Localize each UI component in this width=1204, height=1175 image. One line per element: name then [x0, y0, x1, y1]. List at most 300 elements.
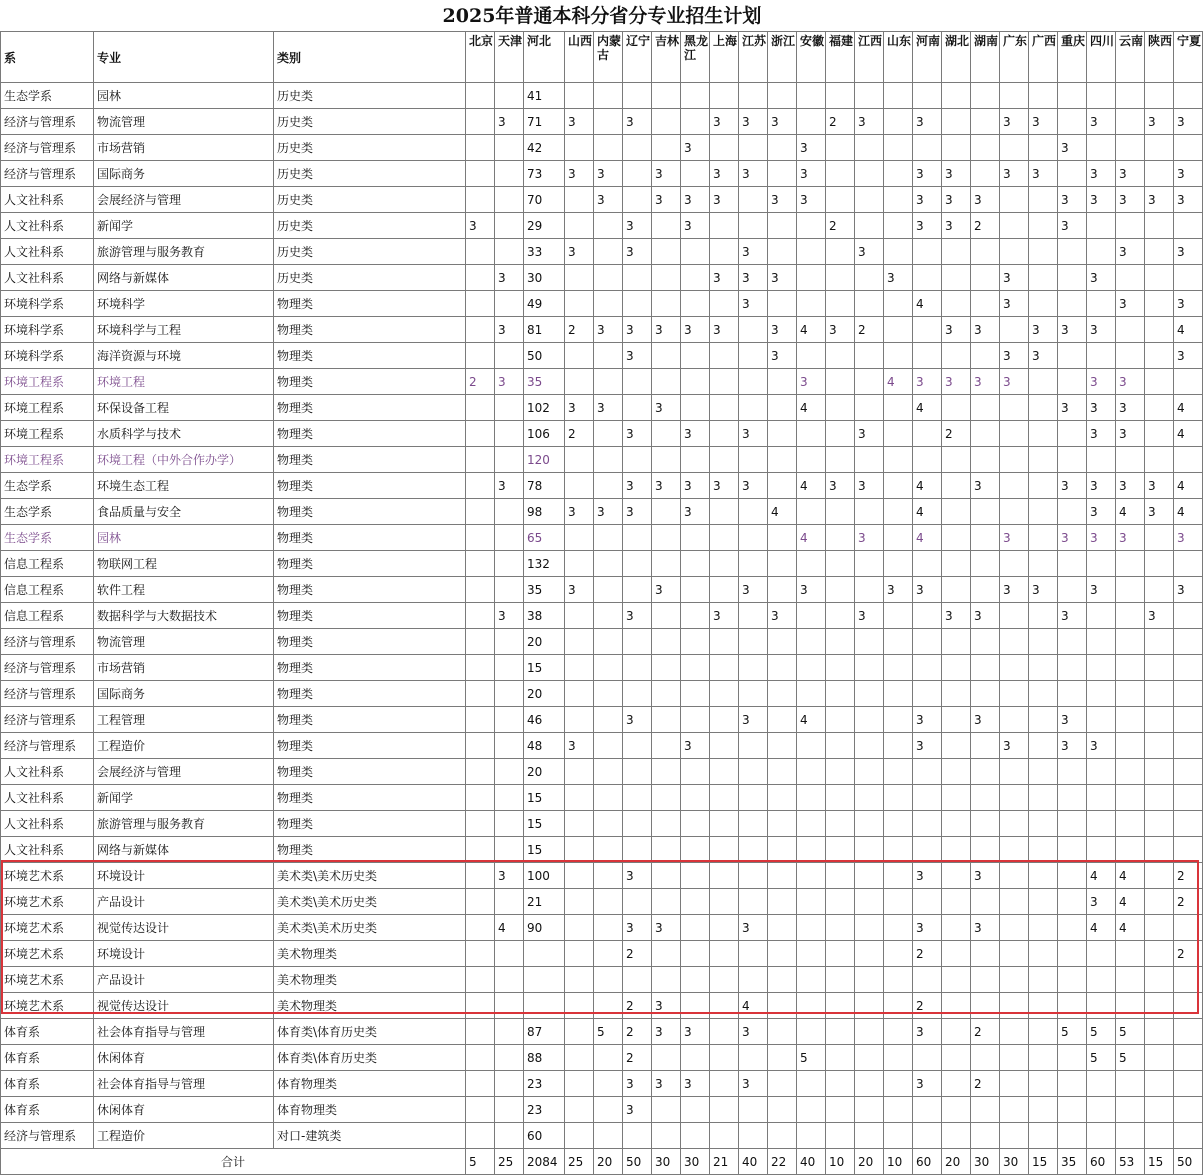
cell-quota — [1174, 1019, 1203, 1045]
cell-quota — [855, 447, 884, 473]
cell-quota — [1174, 369, 1203, 395]
cell-category: 物理类 — [274, 317, 466, 343]
cell-quota — [884, 187, 913, 213]
cell-quota — [884, 551, 913, 577]
cell-quota: 3 — [913, 187, 942, 213]
cell-quota — [1029, 629, 1058, 655]
cell-quota: 3 — [623, 239, 652, 265]
cell-quota — [565, 291, 594, 317]
cell-quota: 70 — [524, 187, 565, 213]
cell-quota: 3 — [652, 161, 681, 187]
cell-quota — [826, 993, 855, 1019]
cell-quota — [623, 135, 652, 161]
cell-quota — [565, 681, 594, 707]
cell-quota — [681, 759, 710, 785]
cell-quota: 3 — [971, 707, 1000, 733]
cell-quota — [942, 993, 971, 1019]
cell-quota — [623, 187, 652, 213]
cell-quota: 3 — [1058, 135, 1087, 161]
cell-quota — [884, 395, 913, 421]
cell-quota — [797, 551, 826, 577]
cell-quota: 29 — [524, 213, 565, 239]
cell-quota — [826, 681, 855, 707]
cell-quota — [797, 343, 826, 369]
cell-total: 40 — [797, 1149, 826, 1175]
cell-quota — [855, 785, 884, 811]
cell-quota — [1000, 785, 1029, 811]
cell-quota — [1058, 785, 1087, 811]
cell-quota: 3 — [1145, 499, 1174, 525]
cell-quota — [623, 967, 652, 993]
cell-quota — [1029, 421, 1058, 447]
cell-major: 旅游管理与服务教育 — [94, 811, 274, 837]
cell-quota: 3 — [797, 161, 826, 187]
cell-quota — [495, 889, 524, 915]
cell-quota — [623, 681, 652, 707]
cell-quota — [942, 889, 971, 915]
cell-quota — [652, 421, 681, 447]
cell-quota — [1145, 1123, 1174, 1149]
cell-quota: 3 — [652, 993, 681, 1019]
cell-quota — [797, 629, 826, 655]
cell-quota: 3 — [652, 473, 681, 499]
cell-quota: 3 — [681, 1071, 710, 1097]
cell-quota: 3 — [681, 499, 710, 525]
cell-category: 物理类 — [274, 837, 466, 863]
cell-quota — [797, 993, 826, 1019]
cell-quota — [1058, 915, 1087, 941]
cell-quota — [739, 967, 768, 993]
cell-quota — [884, 629, 913, 655]
cell-quota: 2 — [913, 941, 942, 967]
cell-quota — [594, 889, 623, 915]
cell-dept: 经济与管理系 — [1, 135, 94, 161]
header-major: 专业 — [94, 32, 274, 83]
cell-quota: 4 — [1116, 889, 1145, 915]
cell-quota — [1029, 473, 1058, 499]
cell-quota: 3 — [884, 577, 913, 603]
cell-quota — [1000, 187, 1029, 213]
cell-dept: 环境艺术系 — [1, 993, 94, 1019]
cell-quota: 3 — [1116, 187, 1145, 213]
cell-quota — [681, 1097, 710, 1123]
cell-quota — [1058, 1097, 1087, 1123]
cell-quota: 4 — [1174, 499, 1203, 525]
cell-quota: 2 — [623, 993, 652, 1019]
cell-quota — [681, 109, 710, 135]
cell-quota — [942, 291, 971, 317]
cell-quota — [971, 993, 1000, 1019]
cell-quota — [1145, 863, 1174, 889]
cell-quota — [855, 915, 884, 941]
table-row — [1, 265, 1203, 291]
cell-quota — [913, 785, 942, 811]
cell-quota — [652, 733, 681, 759]
cell-quota — [495, 629, 524, 655]
cell-quota — [1000, 83, 1029, 109]
cell-quota — [1029, 291, 1058, 317]
cell-quota — [942, 447, 971, 473]
cell-quota — [1000, 1123, 1029, 1149]
cell-total: 15 — [1029, 1149, 1058, 1175]
cell-quota — [942, 733, 971, 759]
cell-category: 物理类 — [274, 707, 466, 733]
cell-quota — [739, 1123, 768, 1149]
cell-quota — [826, 655, 855, 681]
cell-quota: 3 — [1174, 577, 1203, 603]
cell-major: 工程管理 — [94, 707, 274, 733]
cell-quota — [710, 577, 739, 603]
cell-quota — [1174, 811, 1203, 837]
cell-quota — [594, 681, 623, 707]
cell-quota: 3 — [565, 109, 594, 135]
cell-quota — [466, 109, 495, 135]
cell-quota — [652, 83, 681, 109]
cell-quota — [1087, 707, 1116, 733]
cell-major: 产品设计 — [94, 967, 274, 993]
cell-quota — [466, 655, 495, 681]
cell-quota — [942, 109, 971, 135]
cell-quota — [565, 447, 594, 473]
cell-quota — [594, 837, 623, 863]
cell-quota — [1000, 967, 1029, 993]
cell-quota — [913, 239, 942, 265]
cell-quota — [855, 759, 884, 785]
cell-quota: 5 — [1116, 1019, 1145, 1045]
cell-quota — [739, 837, 768, 863]
cell-total: 10 — [826, 1149, 855, 1175]
cell-quota: 4 — [797, 707, 826, 733]
cell-quota — [1029, 1045, 1058, 1071]
table-row — [1, 1097, 1203, 1123]
cell-quota — [466, 707, 495, 733]
cell-quota — [1000, 863, 1029, 889]
cell-dept: 人文社科系 — [1, 265, 94, 291]
cell-category: 物理类 — [274, 603, 466, 629]
cell-quota — [884, 161, 913, 187]
cell-quota — [739, 317, 768, 343]
cell-quota — [466, 551, 495, 577]
cell-major: 工程造价 — [94, 1123, 274, 1149]
cell-quota — [1116, 1071, 1145, 1097]
cell-quota — [466, 317, 495, 343]
cell-quota: 3 — [1000, 265, 1029, 291]
cell-quota — [1087, 603, 1116, 629]
cell-quota — [495, 499, 524, 525]
cell-quota — [681, 525, 710, 551]
cell-quota: 3 — [739, 577, 768, 603]
cell-quota — [1029, 1097, 1058, 1123]
cell-quota: 3 — [1087, 733, 1116, 759]
cell-quota: 3 — [1145, 603, 1174, 629]
cell-major: 休闲体育 — [94, 1045, 274, 1071]
cell-quota — [1029, 707, 1058, 733]
table-body — [1, 83, 1203, 1175]
cell-quota: 3 — [1116, 369, 1145, 395]
cell-quota — [942, 473, 971, 499]
cell-quota — [1087, 83, 1116, 109]
cell-quota: 3 — [1058, 603, 1087, 629]
cell-major: 软件工程 — [94, 577, 274, 603]
cell-quota — [710, 83, 739, 109]
cell-quota — [495, 681, 524, 707]
cell-quota: 3 — [466, 213, 495, 239]
cell-quota — [797, 967, 826, 993]
cell-quota — [1058, 369, 1087, 395]
cell-quota — [565, 603, 594, 629]
cell-quota — [1145, 785, 1174, 811]
cell-total: 22 — [768, 1149, 797, 1175]
cell-major: 国际商务 — [94, 161, 274, 187]
cell-quota — [594, 733, 623, 759]
cell-quota: 2 — [942, 421, 971, 447]
cell-quota: 2 — [1174, 889, 1203, 915]
cell-quota: 3 — [1087, 109, 1116, 135]
header-province: 上海 — [710, 32, 739, 83]
cell-dept: 生态学系 — [1, 499, 94, 525]
cell-quota — [623, 525, 652, 551]
cell-quota — [913, 1097, 942, 1123]
table-row — [1, 629, 1203, 655]
cell-quota — [913, 343, 942, 369]
cell-quota — [652, 603, 681, 629]
cell-major: 视觉传达设计 — [94, 993, 274, 1019]
cell-quota — [1058, 655, 1087, 681]
cell-quota — [971, 135, 1000, 161]
cell-quota: 15 — [524, 785, 565, 811]
cell-quota — [971, 1045, 1000, 1071]
cell-quota: 35 — [524, 577, 565, 603]
cell-quota — [1058, 967, 1087, 993]
cell-quota — [594, 629, 623, 655]
cell-quota: 3 — [623, 499, 652, 525]
cell-quota — [739, 655, 768, 681]
cell-quota — [1058, 343, 1087, 369]
cell-quota: 3 — [1000, 343, 1029, 369]
cell-quota — [594, 1071, 623, 1097]
cell-quota — [1174, 447, 1203, 473]
cell-dept: 人文社科系 — [1, 213, 94, 239]
cell-quota — [681, 915, 710, 941]
cell-quota: 3 — [623, 317, 652, 343]
cell-quota — [466, 889, 495, 915]
cell-total: 35 — [1058, 1149, 1087, 1175]
cell-quota — [1087, 967, 1116, 993]
cell-major: 物流管理 — [94, 109, 274, 135]
cell-quota: 3 — [623, 473, 652, 499]
cell-quota: 4 — [913, 499, 942, 525]
cell-quota: 4 — [495, 915, 524, 941]
cell-quota — [1145, 941, 1174, 967]
cell-quota — [971, 239, 1000, 265]
cell-quota — [495, 1019, 524, 1045]
cell-quota — [913, 967, 942, 993]
cell-quota: 3 — [652, 915, 681, 941]
cell-quota: 3 — [1116, 239, 1145, 265]
cell-quota — [855, 1123, 884, 1149]
cell-quota — [681, 343, 710, 369]
cell-quota: 3 — [1058, 395, 1087, 421]
cell-quota: 3 — [623, 343, 652, 369]
cell-quota — [884, 239, 913, 265]
cell-quota — [495, 239, 524, 265]
cell-quota — [652, 135, 681, 161]
cell-quota — [1174, 993, 1203, 1019]
cell-quota: 2 — [1174, 863, 1203, 889]
cell-total: 10 — [884, 1149, 913, 1175]
cell-quota — [739, 629, 768, 655]
cell-quota — [884, 811, 913, 837]
cell-category: 历史类 — [274, 265, 466, 291]
cell-quota — [495, 187, 524, 213]
cell-quota — [768, 1123, 797, 1149]
cell-quota: 3 — [1087, 187, 1116, 213]
cell-total: 25 — [565, 1149, 594, 1175]
cell-quota — [826, 291, 855, 317]
table-row — [1, 1019, 1203, 1045]
cell-quota: 4 — [1174, 317, 1203, 343]
cell-quota — [971, 161, 1000, 187]
cell-quota — [594, 915, 623, 941]
cell-quota — [739, 811, 768, 837]
cell-quota — [652, 213, 681, 239]
cell-quota — [681, 83, 710, 109]
cell-quota — [826, 369, 855, 395]
cell-quota — [710, 837, 739, 863]
cell-quota: 3 — [768, 317, 797, 343]
cell-quota — [768, 395, 797, 421]
cell-quota — [466, 187, 495, 213]
cell-quota — [466, 265, 495, 291]
cell-quota — [1145, 915, 1174, 941]
cell-quota — [594, 993, 623, 1019]
cell-quota — [710, 915, 739, 941]
cell-dept: 环境科学系 — [1, 343, 94, 369]
cell-total: 50 — [623, 1149, 652, 1175]
cell-quota — [1058, 941, 1087, 967]
cell-quota: 81 — [524, 317, 565, 343]
cell-quota: 3 — [594, 499, 623, 525]
cell-major: 社会体育指导与管理 — [94, 1019, 274, 1045]
cell-quota — [710, 967, 739, 993]
cell-quota — [797, 291, 826, 317]
cell-quota — [524, 941, 565, 967]
cell-quota — [1029, 395, 1058, 421]
cell-quota — [942, 1019, 971, 1045]
cell-quota — [884, 733, 913, 759]
cell-quota: 3 — [565, 577, 594, 603]
cell-quota — [942, 941, 971, 967]
cell-category: 物理类 — [274, 473, 466, 499]
cell-quota — [971, 343, 1000, 369]
cell-quota — [710, 135, 739, 161]
cell-quota: 3 — [1000, 109, 1029, 135]
cell-quota — [495, 993, 524, 1019]
cell-total: 30 — [1000, 1149, 1029, 1175]
cell-quota: 2 — [971, 1019, 1000, 1045]
cell-quota: 3 — [942, 317, 971, 343]
cell-total: 40 — [739, 1149, 768, 1175]
cell-quota: 3 — [1058, 733, 1087, 759]
cell-quota — [855, 551, 884, 577]
cell-quota — [1116, 343, 1145, 369]
cell-quota — [681, 967, 710, 993]
cell-quota — [1058, 109, 1087, 135]
cell-quota — [565, 863, 594, 889]
cell-quota — [797, 421, 826, 447]
cell-quota — [768, 941, 797, 967]
cell-quota — [466, 1045, 495, 1071]
cell-quota — [1116, 707, 1145, 733]
cell-quota — [826, 265, 855, 291]
cell-quota: 3 — [1174, 343, 1203, 369]
header-province: 四川 — [1087, 32, 1116, 83]
cell-quota — [1058, 863, 1087, 889]
cell-quota — [652, 239, 681, 265]
cell-quota — [710, 941, 739, 967]
cell-quota: 3 — [1000, 291, 1029, 317]
cell-quota: 15 — [524, 811, 565, 837]
header-province: 黑龙江 — [681, 32, 710, 83]
cell-quota — [1058, 421, 1087, 447]
cell-quota — [466, 161, 495, 187]
cell-quota — [971, 1123, 1000, 1149]
cell-quota — [1000, 915, 1029, 941]
cell-quota: 4 — [1116, 863, 1145, 889]
cell-quota — [884, 759, 913, 785]
cell-quota: 3 — [768, 603, 797, 629]
cell-quota: 3 — [739, 421, 768, 447]
cell-quota — [1145, 343, 1174, 369]
cell-quota — [1000, 655, 1029, 681]
cell-quota — [1058, 265, 1087, 291]
cell-quota — [1174, 1071, 1203, 1097]
cell-quota — [623, 577, 652, 603]
cell-quota — [971, 785, 1000, 811]
cell-quota: 3 — [768, 187, 797, 213]
cell-major: 会展经济与管理 — [94, 759, 274, 785]
cell-quota — [797, 785, 826, 811]
cell-quota — [942, 967, 971, 993]
cell-quota — [466, 1123, 495, 1149]
table-row — [1, 317, 1203, 343]
cell-quota: 3 — [1058, 187, 1087, 213]
cell-quota — [466, 1019, 495, 1045]
cell-category: 物理类 — [274, 785, 466, 811]
header-province: 湖南 — [971, 32, 1000, 83]
cell-quota — [1145, 811, 1174, 837]
cell-quota — [768, 291, 797, 317]
cell-quota — [826, 759, 855, 785]
cell-quota: 3 — [1029, 317, 1058, 343]
cell-quota — [710, 213, 739, 239]
total-row — [1, 1149, 1203, 1175]
cell-quota: 3 — [495, 265, 524, 291]
table-row — [1, 603, 1203, 629]
cell-quota: 48 — [524, 733, 565, 759]
cell-quota — [739, 551, 768, 577]
cell-quota — [594, 967, 623, 993]
cell-quota — [1116, 317, 1145, 343]
cell-quota — [971, 421, 1000, 447]
cell-quota — [1087, 343, 1116, 369]
cell-quota: 3 — [681, 733, 710, 759]
cell-quota — [495, 759, 524, 785]
cell-quota: 30 — [524, 265, 565, 291]
cell-quota: 3 — [1087, 395, 1116, 421]
cell-quota — [739, 1097, 768, 1123]
cell-quota — [1000, 473, 1029, 499]
